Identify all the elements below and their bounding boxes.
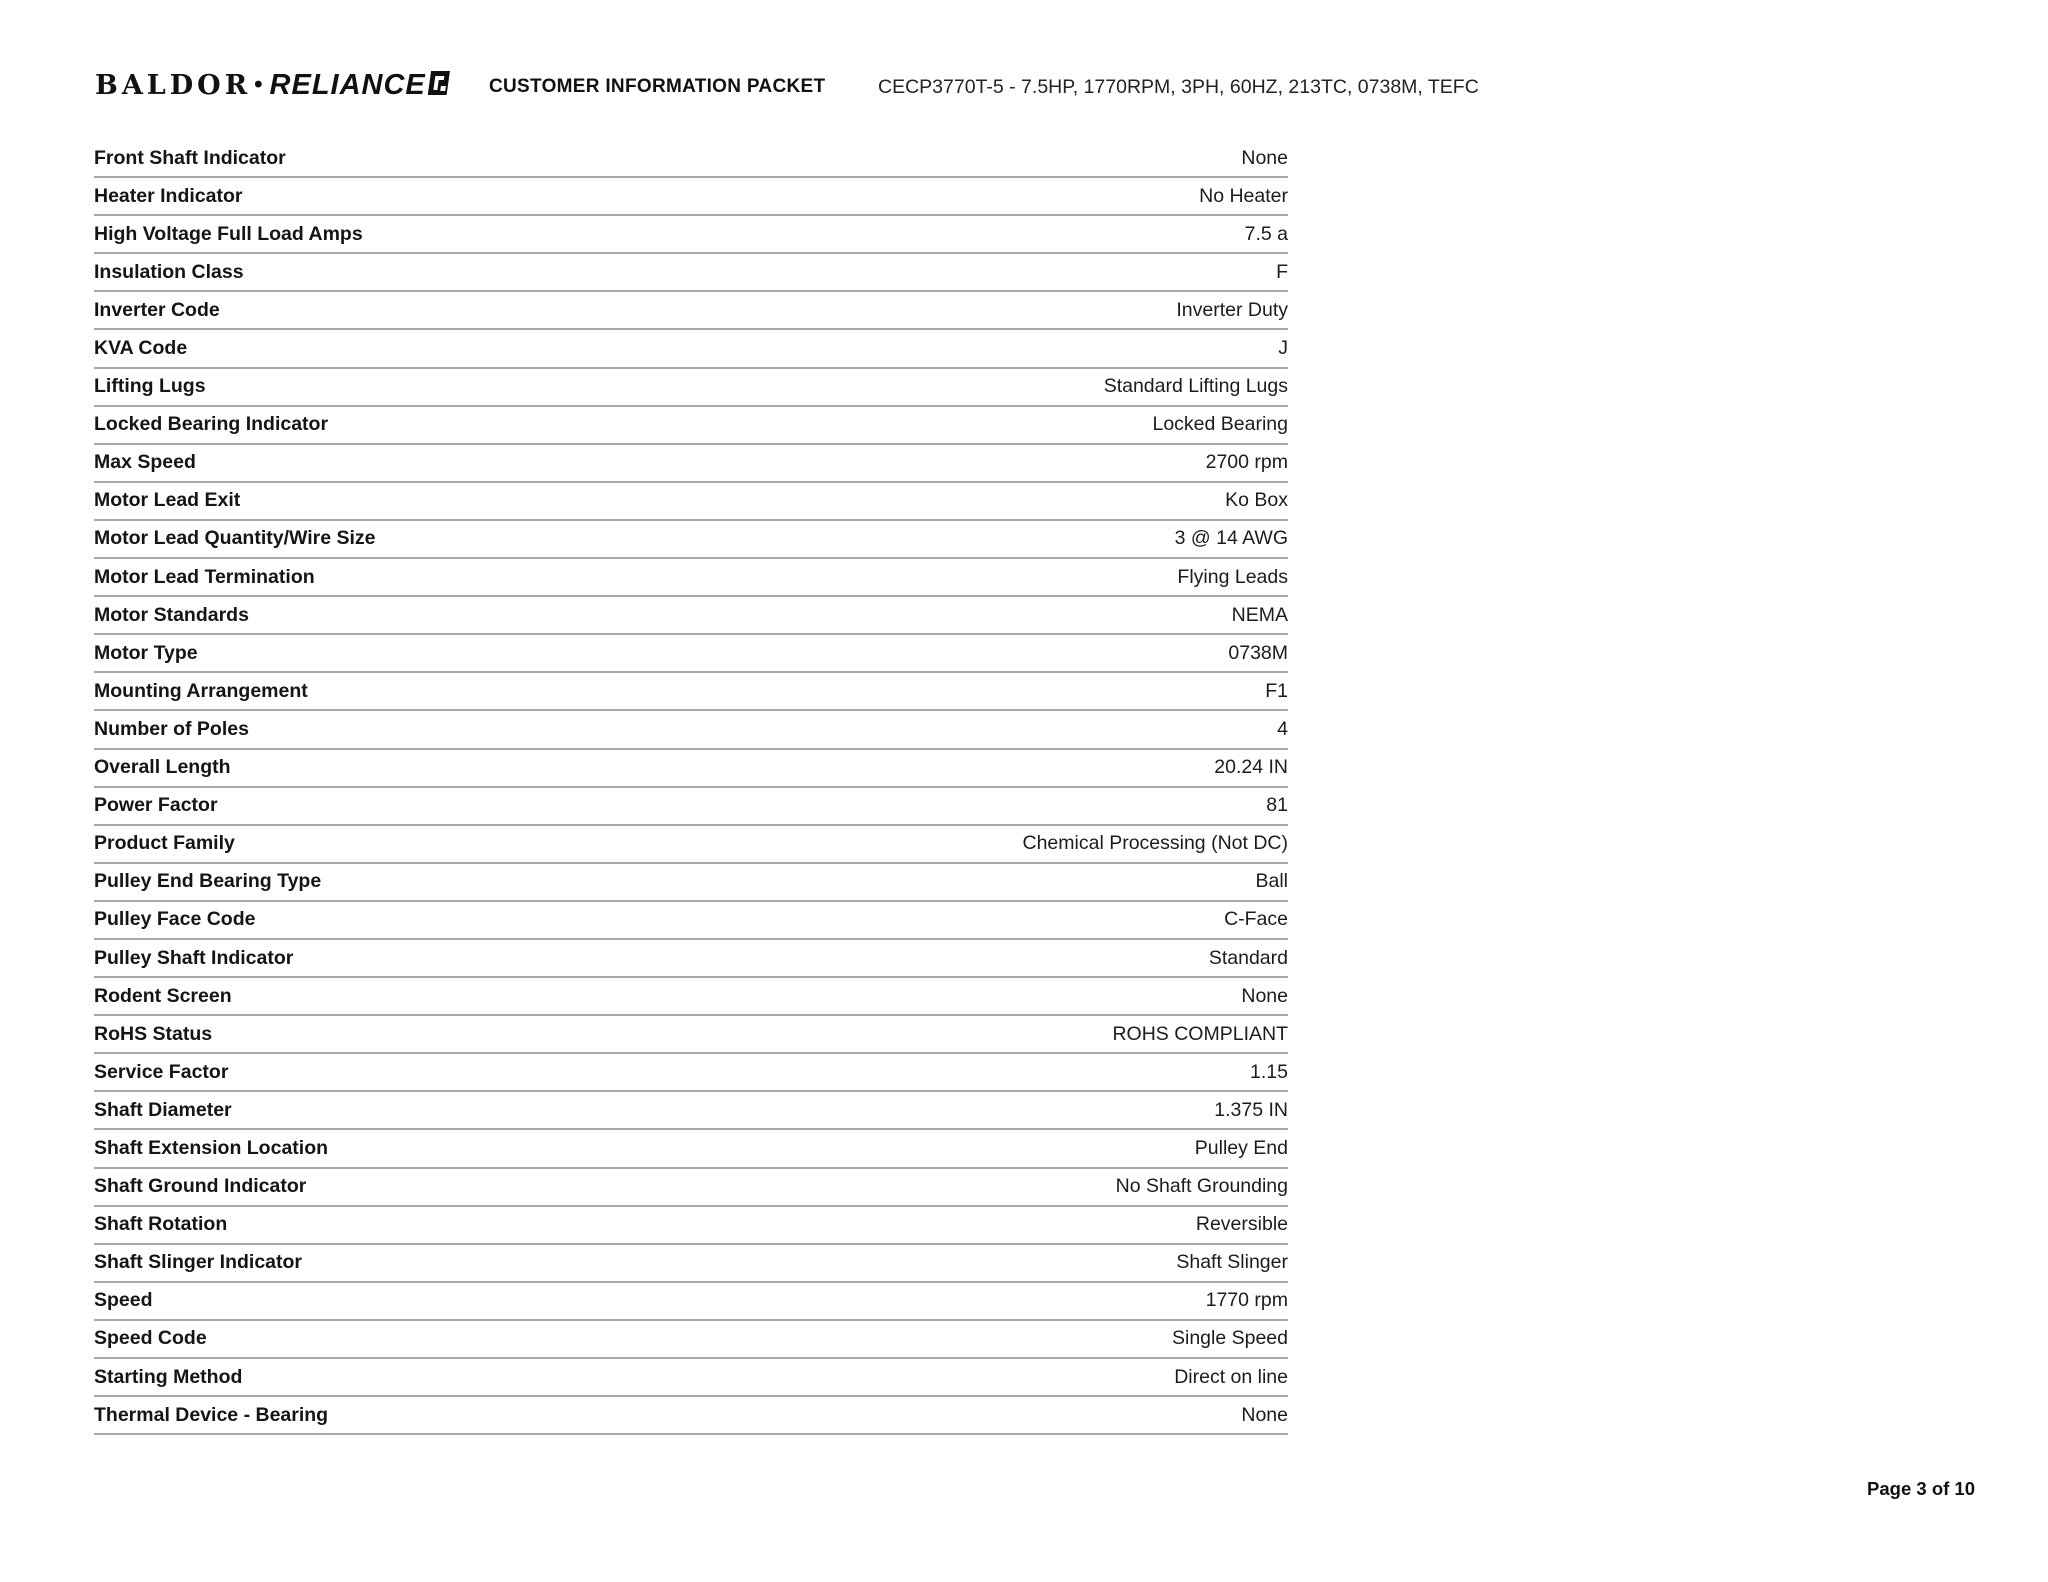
document-subtitle: CECP3770T-5 - 7.5HP, 1770RPM, 3PH, 60HZ, 213TC, 0738M, TEFC [878,76,1479,98]
spec-row [94,1169,1288,1207]
spec-value: ROHS COMPLIANT [1112,1022,1288,1045]
spec-value: Inverter Duty [1176,298,1288,321]
spec-label: RoHS Status [94,1022,213,1045]
spec-label: Shaft Diameter [94,1098,232,1121]
spec-label: Shaft Ground Indicator [94,1175,307,1198]
spec-row [94,292,1288,330]
spec-label: Starting Method [94,1365,243,1388]
spec-row [94,902,1288,940]
spec-row [94,483,1288,521]
spec-row [94,445,1288,483]
spec-row [94,673,1288,711]
spec-value: Pulley End [1194,1136,1288,1159]
spec-row [94,1092,1288,1130]
spec-value: 2700 rpm [1205,451,1288,474]
spec-value: Standard [1208,946,1288,969]
spec-row [94,521,1288,559]
spec-value: Flying Leads [1177,565,1288,588]
spec-row [94,978,1288,1016]
brand-separator-dot: • [254,71,263,98]
spec-value: None [1241,1403,1288,1426]
spec-label: Pulley Shaft Indicator [94,946,294,969]
spec-row [94,1054,1288,1092]
spec-table [94,140,1288,1435]
spec-row [94,178,1288,216]
spec-value: 1.375 IN [1214,1098,1288,1121]
spec-label: Locked Bearing Indicator [94,413,329,436]
spec-label: Max Speed [94,451,196,474]
spec-row [94,864,1288,902]
spec-value: Ko Box [1225,489,1288,512]
spec-label: Shaft Slinger Indicator [94,1251,303,1274]
spec-row [94,140,1288,178]
page-indicator: Page 3 of 10 [1867,1478,1975,1499]
spec-value: None [1241,146,1288,169]
spec-value: 3 @ 14 AWG [1174,527,1288,550]
spec-value: 1770 rpm [1205,1289,1288,1312]
spec-value: No Shaft Grounding [1115,1175,1288,1198]
document-title: CUSTOMER INFORMATION PACKET [489,76,826,97]
spec-label: Power Factor [94,794,218,817]
spec-row [94,826,1288,864]
reliance-r-square-mark-icon [427,71,450,100]
spec-label: Rodent Screen [94,984,232,1007]
spec-value: J [1278,337,1288,360]
spec-row [94,1359,1288,1397]
spec-label: Front Shaft Indicator [94,146,286,169]
spec-row [94,635,1288,673]
spec-row [94,1130,1288,1168]
spec-row [94,1397,1288,1435]
spec-label: Motor Type [94,641,198,664]
spec-value: NEMA [1231,603,1288,626]
spec-row [94,369,1288,407]
spec-label: Pulley Face Code [94,908,256,931]
spec-label: Speed [94,1289,153,1312]
brand-primary-text: BALDOR [95,69,252,101]
spec-label: Motor Lead Quantity/Wire Size [94,527,376,550]
spec-row [94,407,1288,445]
spec-row [94,597,1288,635]
spec-label: Lifting Lugs [94,375,206,398]
spec-value: Reversible [1195,1213,1288,1236]
spec-label: Speed Code [94,1327,207,1350]
spec-value: No Heater [1199,184,1288,207]
spec-value: C-Face [1224,908,1288,931]
spec-value: Single Speed [1171,1327,1288,1350]
spec-label: Heater Indicator [94,184,243,207]
spec-row [94,940,1288,978]
brand-secondary-text: RELIANCE [269,68,426,101]
spec-label: Shaft Extension Location [94,1136,329,1159]
spec-label: Overall Length [94,756,231,779]
spec-row [94,254,1288,292]
spec-value: F [1276,260,1288,283]
spec-value: Chemical Processing (Not DC) [1022,832,1288,855]
spec-value: 81 [1266,794,1288,817]
spec-label: Mounting Arrangement [94,679,308,702]
spec-row [94,330,1288,368]
spec-label: High Voltage Full Load Amps [94,222,363,245]
spec-row [94,1016,1288,1054]
spec-label: Service Factor [94,1060,229,1083]
spec-value: Standard Lifting Lugs [1103,375,1288,398]
spec-row [94,1321,1288,1359]
spec-row [94,788,1288,826]
spec-label: Motor Lead Exit [94,489,241,512]
spec-value: 20.24 IN [1214,756,1288,779]
spec-value: Direct on line [1174,1365,1288,1388]
spec-value: Locked Bearing [1152,413,1288,436]
spec-label: Motor Lead Termination [94,565,315,588]
spec-label: Motor Standards [94,603,249,626]
spec-value: 1.15 [1250,1060,1288,1083]
spec-label: Pulley End Bearing Type [94,870,322,893]
spec-row [94,1207,1288,1245]
spec-value: None [1241,984,1288,1007]
spec-value: 0738M [1228,641,1288,664]
spec-value: F1 [1265,679,1288,702]
spec-row [94,1283,1288,1321]
spec-label: Number of Poles [94,717,249,740]
spec-value: Shaft Slinger [1176,1251,1288,1274]
spec-label: Thermal Device - Bearing [94,1403,329,1426]
spec-label: Insulation Class [94,260,244,283]
spec-row [94,711,1288,749]
spec-row [94,216,1288,254]
spec-row [94,1245,1288,1283]
spec-value: 7.5 a [1244,222,1288,245]
spec-row [94,559,1288,597]
spec-label: Shaft Rotation [94,1213,228,1236]
baldor-reliance-logo [95,68,448,102]
spec-label: KVA Code [94,337,188,360]
spec-row [94,750,1288,788]
spec-value: Ball [1255,870,1288,893]
spec-label: Inverter Code [94,298,220,321]
spec-value: 4 [1277,717,1288,740]
spec-label: Product Family [94,832,235,855]
